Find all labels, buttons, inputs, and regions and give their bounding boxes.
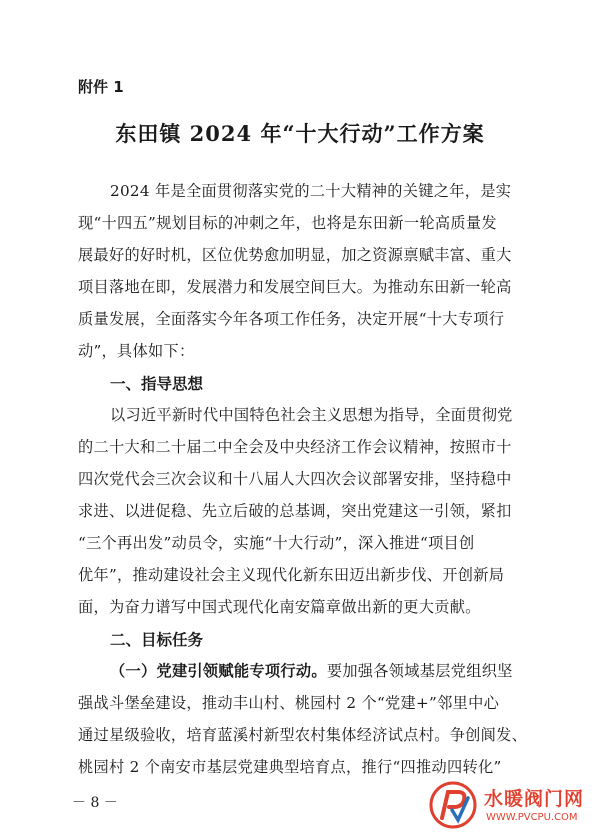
intro-line: 展最好的好时机，区位优势愈加明显，加之资源禀赋丰富、重大 (78, 246, 512, 264)
section1-line: 以习近平新时代中国特色社会主义思想为指导，全面贯彻党 (110, 406, 513, 424)
watermark (428, 776, 600, 840)
section2-first-line (110, 660, 533, 681)
page-number: － 8 － (72, 795, 118, 811)
section2-line: 强战斗堡垒建设，推动丰山村、桃园村 2 个“党建+”邻里中心 (78, 694, 500, 712)
section1-line: 求进、以进促稳、先立后破的总基调，突出党建这一引领，紧扣 (78, 502, 512, 520)
section1-line: “三个再出发”动员令，实施“十大行动”，深入推进“项目创 (78, 534, 475, 552)
watermark-url: WWW.PVCPU.COM (486, 812, 578, 823)
section2-line: 桃园村 2 个南安市基层党建典型培育点，推行“四推动四转化” (78, 758, 502, 776)
subsection-heading: （一）党建引领赋能专项行动。 (110, 662, 327, 680)
section-heading-goals: 二、目标任务 (110, 631, 204, 649)
intro-line: 动”，具体如下： (78, 342, 195, 360)
section1-line: 四次党代会三次会议和十八届人大四次会议部署安排，坚持稳中 (78, 470, 512, 488)
intro-line: 项目落地在即，发展潜力和发展空间巨大。为推动东田新一轮高 (78, 278, 512, 296)
intro-line: 现“十四五”规划目标的冲刺之年，也将是东田新一轮高质量发 (78, 214, 497, 232)
section1-line: 面，为奋力谱写中国式现代化南安篇章做出新的更大贡献。 (78, 598, 481, 616)
section-heading-guiding-ideology: 一、指导思想 (110, 375, 204, 393)
watermark-logo-icon (428, 780, 478, 830)
section1-line: 的二十大和二十届二中全会及中央经济工作会议精神，按照市十 (78, 438, 512, 456)
intro-line: 质量发展，全面落实今年各项工作任务，决定开展“十大专项行 (78, 310, 505, 328)
section2-line: 通过星级验收，培育蓝溪村新型农村集体经济试点村。争创阆发、 (78, 726, 528, 744)
document-title: 东田镇 2024 年“十大行动”工作方案 (115, 121, 485, 146)
section1-line: 优年”，推动建设社会主义现代化新东田迈出新步伐、开创新局 (78, 566, 505, 584)
watermark-name: 水暖阀门网 (484, 788, 585, 810)
attachment-label: 附件 1 (78, 78, 124, 96)
subsection-text: 要加强各领域基层党组织坚 (326, 662, 513, 680)
intro-line: 2024 年是全面贯彻落实党的二十大精神的关键之年，是实 (110, 182, 512, 200)
